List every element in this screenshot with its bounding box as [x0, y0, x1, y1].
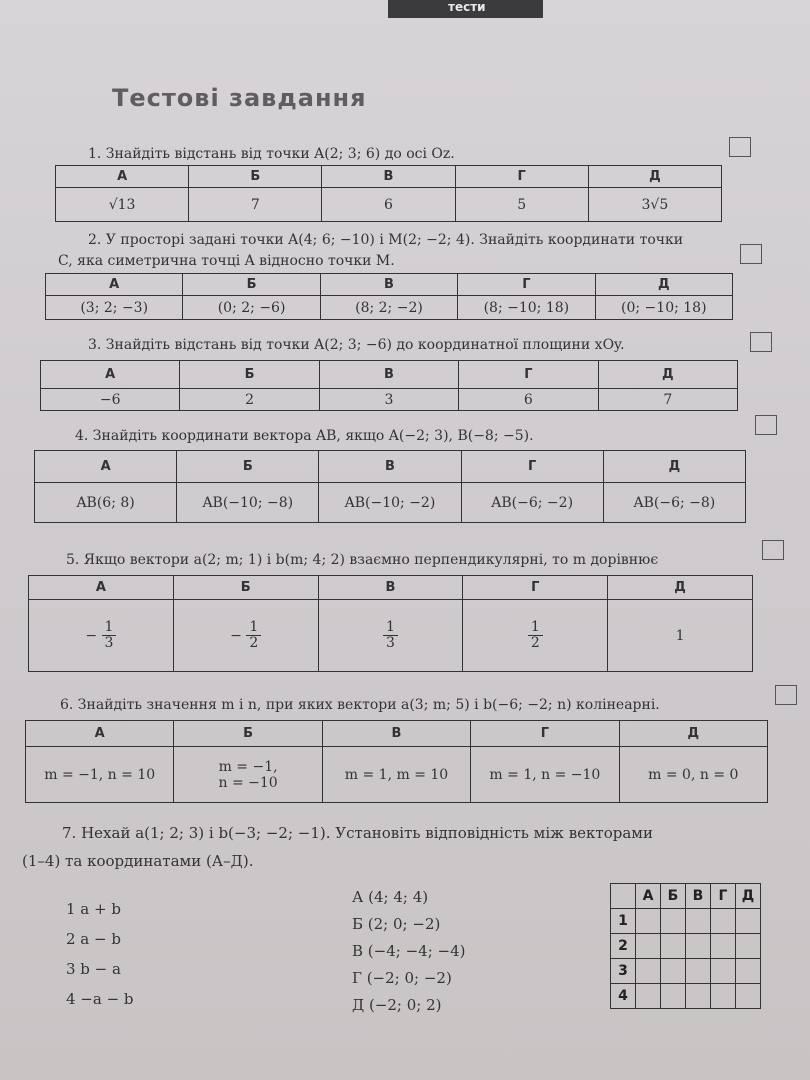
option-label: Д — [598, 361, 737, 389]
options-table-6 — [25, 720, 768, 803]
option-value[interactable] — [463, 600, 608, 672]
grid-cell[interactable] — [636, 959, 661, 984]
grid-cell[interactable] — [661, 909, 686, 934]
grid-cell[interactable] — [686, 909, 711, 934]
option-value[interactable]: m = 1, m = 10 — [322, 747, 470, 803]
answer-box-3[interactable] — [750, 332, 772, 352]
fraction — [383, 620, 398, 652]
option-value[interactable]: AB(−10; −2) — [319, 483, 461, 523]
option-value[interactable]: 6 — [322, 188, 455, 222]
grid-col-header: Д — [736, 884, 761, 909]
answer-box-5[interactable] — [762, 540, 784, 560]
grid-cell[interactable] — [736, 909, 761, 934]
coord-item-v: В (−4; −4; −4) — [352, 942, 466, 960]
option-label: В — [319, 361, 458, 389]
option-value[interactable]: (8; −10; 18) — [458, 296, 595, 320]
question-7-text-line2: (1–4) та координатами (А–Д). — [22, 852, 254, 870]
grid-cell[interactable] — [686, 959, 711, 984]
coord-item-g: Г (−2; 0; −2) — [352, 969, 452, 987]
grid-corner — [611, 884, 636, 909]
grid-col-header: Б — [661, 884, 686, 909]
option-label: Г — [471, 721, 619, 747]
option-label: Д — [619, 721, 767, 747]
fraction — [528, 620, 543, 652]
option-label: В — [319, 451, 461, 483]
option-value[interactable]: −6 — [41, 389, 180, 411]
grid-cell[interactable] — [661, 984, 686, 1009]
option-value[interactable]: √13 — [56, 188, 189, 222]
fraction-denominator: 3 — [386, 635, 395, 651]
option-value[interactable]: 2 — [180, 389, 319, 411]
fraction — [102, 620, 117, 652]
option-value[interactable]: 3 — [319, 389, 458, 411]
page-title: Тестові завдання — [112, 84, 367, 112]
fraction-numerator: 1 — [383, 620, 398, 636]
grid-cell[interactable] — [636, 934, 661, 959]
option-label: Б — [174, 721, 322, 747]
option-value-line1: m = −1, — [218, 758, 278, 775]
option-label: Г — [455, 166, 588, 188]
option-value-line2: n = −10 — [218, 774, 278, 791]
option-label: Г — [458, 274, 595, 296]
answer-box-1[interactable] — [729, 137, 751, 157]
option-label: Б — [180, 361, 319, 389]
fraction-sign: − — [230, 627, 242, 644]
answer-box-4[interactable] — [755, 415, 777, 435]
grid-row-header: 1 — [611, 909, 636, 934]
option-label: Б — [189, 166, 322, 188]
option-label: А — [46, 274, 183, 296]
question-3-text: 3. Знайдіть відстань від точки A(2; 3; −6) до координатної площини xOy. — [88, 337, 625, 353]
option-label: Г — [461, 451, 603, 483]
option-label: В — [322, 721, 470, 747]
question-2-text-line1: 2. У просторі задані точки A(4; 6; −10) і M(2; −2; 4). Знайдіть координати точки — [88, 232, 684, 248]
grid-cell[interactable] — [711, 959, 736, 984]
option-value[interactable]: (3; 2; −3) — [46, 296, 183, 320]
grid-cell[interactable] — [686, 934, 711, 959]
option-label: А — [26, 721, 174, 747]
fraction-sign: − — [85, 627, 98, 644]
option-value[interactable]: 5 — [455, 188, 588, 222]
option-label: А — [56, 166, 189, 188]
coord-item-d: Д (−2; 0; 2) — [352, 996, 442, 1014]
grid-col-header: В — [686, 884, 711, 909]
option-value[interactable]: AB(−6; −2) — [461, 483, 603, 523]
option-value[interactable]: 1 — [608, 600, 753, 672]
vector-item-4: 4 −a − b — [66, 990, 134, 1008]
grid-col-header: Г — [711, 884, 736, 909]
grid-row-header: 3 — [611, 959, 636, 984]
option-value[interactable]: 3√5 — [588, 188, 721, 222]
option-label: Д — [608, 576, 753, 600]
grid-col-header: А — [636, 884, 661, 909]
grid-cell[interactable] — [636, 984, 661, 1009]
question-1-text: 1. Знайдіть відстань від точки A(2; 3; 6) до осі Oz. — [88, 146, 455, 162]
grid-row-header: 2 — [611, 934, 636, 959]
option-label: Б — [173, 576, 318, 600]
option-value[interactable]: (8; 2; −2) — [320, 296, 457, 320]
options-table-3 — [40, 360, 738, 411]
grid-cell[interactable] — [736, 984, 761, 1009]
option-value[interactable]: (0; −10; 18) — [595, 296, 732, 320]
options-table-4 — [34, 450, 746, 523]
fraction-denominator: 2 — [249, 635, 259, 651]
question-6-text: 6. Знайдіть значення m і n, при яких вектори a(3; m; 5) і b(−6; −2; n) колінеарні. — [60, 697, 660, 713]
vector-item-1: 1 a + b — [66, 900, 121, 918]
grid-cell[interactable] — [736, 959, 761, 984]
option-value[interactable]: AB(6; 8) — [35, 483, 177, 523]
fraction-denominator: 2 — [530, 635, 540, 651]
option-value[interactable] — [173, 600, 318, 672]
option-label: А — [41, 361, 180, 389]
grid-cell[interactable] — [711, 909, 736, 934]
option-value[interactable]: AB(−10; −8) — [177, 483, 319, 523]
grid-cell[interactable] — [686, 984, 711, 1009]
option-label: Д — [595, 274, 732, 296]
fraction-numerator: 1 — [528, 620, 543, 636]
option-value[interactable] — [318, 600, 463, 672]
option-label: Г — [463, 576, 608, 600]
grid-cell[interactable] — [661, 959, 686, 984]
option-label: А — [35, 451, 177, 483]
option-value[interactable]: m = 1, n = −10 — [471, 747, 619, 803]
options-table-1 — [55, 165, 722, 222]
option-label: Г — [459, 361, 598, 389]
option-label: В — [320, 274, 457, 296]
option-label: Б — [183, 274, 320, 296]
option-value[interactable] — [174, 747, 322, 803]
grid-cell[interactable] — [736, 934, 761, 959]
option-value[interactable]: 6 — [459, 389, 598, 411]
option-value[interactable]: 7 — [189, 188, 322, 222]
grid-cell[interactable] — [711, 984, 736, 1009]
option-label: Д — [588, 166, 721, 188]
question-7-text-line1: 7. Нехай a(1; 2; 3) і b(−3; −2; −1). Установіть відповідність між векторами — [62, 824, 653, 842]
answer-box-6[interactable] — [775, 685, 797, 705]
option-label: В — [318, 576, 463, 600]
header-tab — [388, 0, 543, 18]
option-label: Д — [603, 451, 745, 483]
option-value[interactable]: m = 0, n = 0 — [619, 747, 767, 803]
option-value[interactable]: m = −1, n = 10 — [26, 747, 174, 803]
option-value[interactable]: AB(−6; −8) — [603, 483, 745, 523]
fraction-denominator: 3 — [104, 635, 114, 651]
answer-box-2[interactable] — [740, 244, 762, 264]
question-2-text-line2: C, яка симетрична точці A відносно точки M. — [58, 253, 395, 269]
grid-cell[interactable] — [636, 909, 661, 934]
vector-item-2: 2 a − b — [66, 930, 121, 948]
fraction-numerator: 1 — [102, 620, 117, 636]
vector-item-3: 3 b − a — [66, 960, 121, 978]
option-value[interactable]: 7 — [598, 389, 737, 411]
grid-row-header: 4 — [611, 984, 636, 1009]
options-table-5 — [28, 575, 753, 672]
grid-cell[interactable] — [661, 934, 686, 959]
option-value[interactable] — [29, 600, 174, 672]
question-5-text: 5. Якщо вектори a(2; m; 1) і b(m; 4; 2) взаємно перпендикулярні, то m дорівнює — [66, 552, 659, 568]
coord-item-a: А (4; 4; 4) — [352, 888, 429, 906]
option-label: В — [322, 166, 455, 188]
option-label: А — [29, 576, 174, 600]
option-label: Б — [177, 451, 319, 483]
option-value[interactable]: (0; 2; −6) — [183, 296, 320, 320]
answer-grid — [610, 883, 761, 1009]
question-4-text: 4. Знайдіть координати вектора AB, якщо A(−2; 3), B(−8; −5). — [75, 428, 534, 444]
grid-cell[interactable] — [711, 934, 736, 959]
coord-item-b: Б (2; 0; −2) — [352, 915, 441, 933]
options-table-2 — [45, 273, 733, 320]
fraction — [246, 620, 261, 652]
fraction-numerator: 1 — [246, 620, 261, 636]
header-tab-label: тести — [448, 0, 486, 14]
